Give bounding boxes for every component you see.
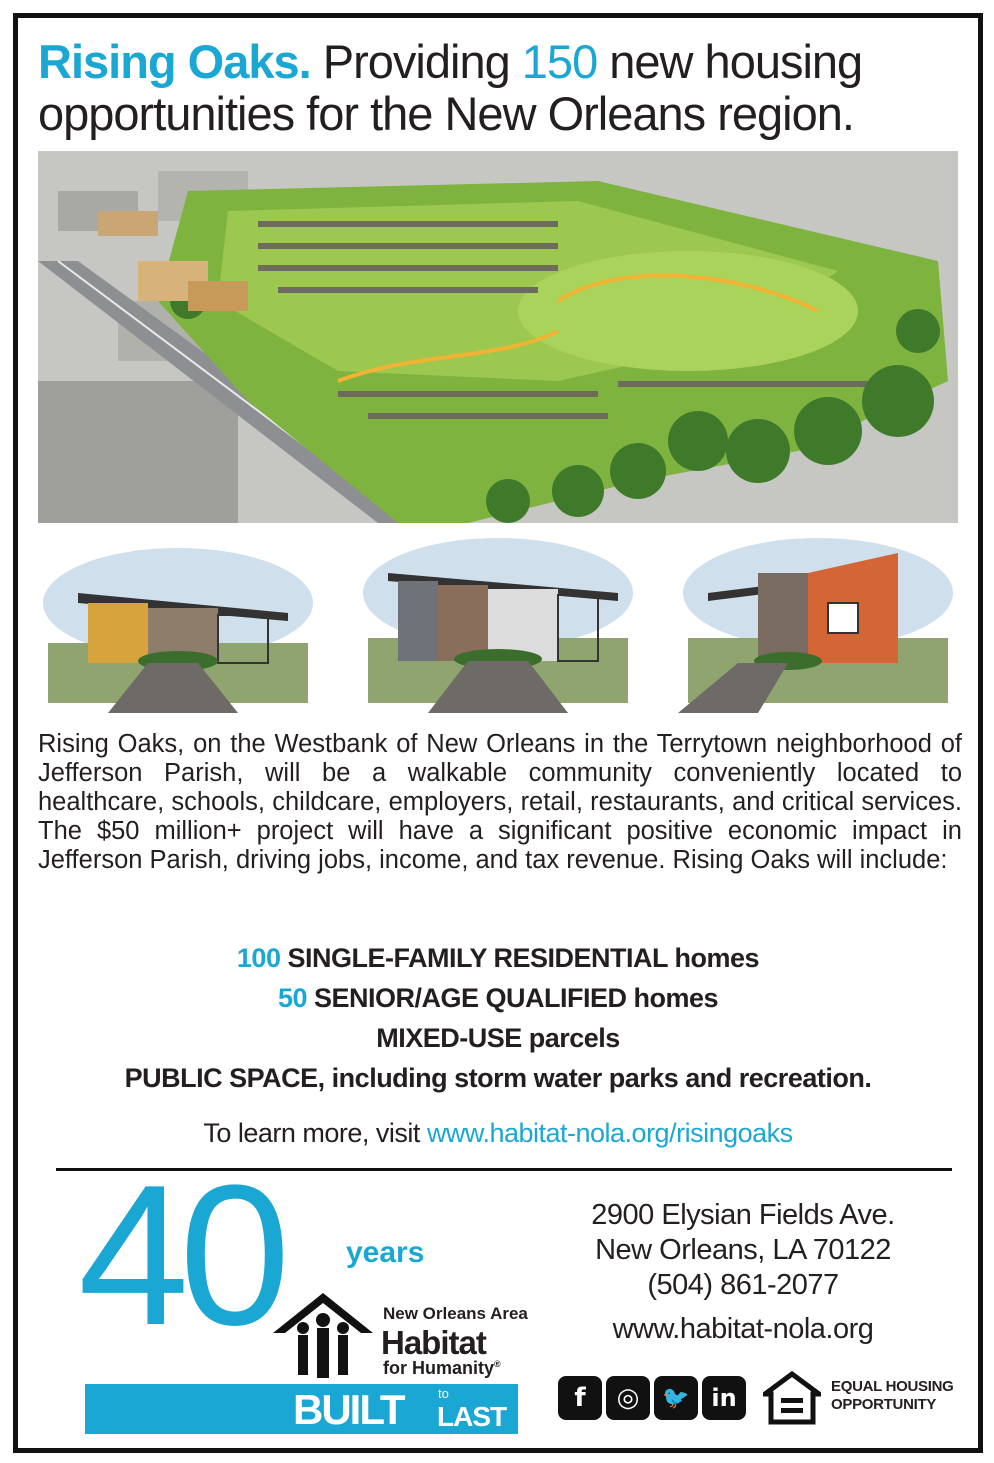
habitat-house-icon [273, 1288, 373, 1388]
house-rendering-1 [38, 533, 318, 713]
equal-housing-text: EQUAL HOUSING OPPORTUNITY [831, 1378, 954, 1413]
headline-part1: Providing [322, 35, 510, 88]
rising-oaks-link[interactable]: www.habitat-nola.org/risingoaks [426, 1118, 793, 1148]
org-line-3-wrap: for Humanity® [383, 1358, 501, 1378]
org-line-2: Habitat [381, 1324, 486, 1361]
phone-number: (504) 861-2077 [647, 1269, 839, 1301]
linkedin-icon[interactable]: in [702, 1376, 746, 1420]
headline [38, 36, 958, 140]
feature-item: 50 SENIOR/AGE QUALIFIED homes [277, 983, 719, 1013]
address-block [528, 1198, 958, 1303]
built-to-last-banner: BUILT to LAST [85, 1384, 518, 1434]
aerial-site-rendering [38, 151, 958, 523]
house-rendering-2 [358, 533, 638, 713]
equal-housing-icon [763, 1370, 821, 1426]
org-line-1: New Orleans Area [383, 1304, 528, 1323]
ad-frame [13, 13, 983, 1453]
years-text: years [346, 1236, 425, 1269]
headline-brand: Rising Oaks. [38, 35, 311, 88]
address-line-1: 2900 Elysian Fields Ave. [591, 1199, 895, 1231]
headline-part2: new housing opportunities for the New Orleans region. [38, 35, 863, 140]
house-renderings [38, 533, 958, 713]
instagram-icon[interactable]: ◎ [606, 1376, 650, 1420]
habitat-40-years-logo [48, 1144, 528, 1433]
feature-item: PUBLIC SPACE, including storm water parks and recreation. [124, 1063, 872, 1093]
twitter-icon[interactable]: 🐦 [654, 1376, 698, 1420]
website-link[interactable]: www.habitat-nola.org [612, 1313, 874, 1345]
feature-item: 100 SINGLE-FAMILY RESIDENTIAL homes [236, 943, 760, 973]
forty-number: 40 [78, 1144, 281, 1367]
house-rendering-3 [678, 533, 958, 713]
feature-item: MIXED-USE parcels [376, 1023, 620, 1053]
description-paragraph: Rising Oaks, on the Westbank of New Orleans in the Terrytown neighborhood of Jefferson Parish, will be a walkable community conveniently located to healthcare, schools, childcare, employers, retail, restaurants, and critical services. The $50 million+ project will have a significant positive economic impact in Jefferson Parish, driving jobs, income, and tax revenue. Rising Oaks will include: [38, 730, 962, 874]
headline-number: 150 [521, 35, 598, 88]
address-line-2: New Orleans, LA 70122 [595, 1234, 891, 1266]
learn-more-prefix: To learn more, visit [203, 1118, 420, 1148]
facebook-icon[interactable]: f [558, 1376, 602, 1420]
social-icons [558, 1376, 746, 1420]
equal-housing-badge [763, 1370, 963, 1426]
features-list [18, 938, 978, 1098]
